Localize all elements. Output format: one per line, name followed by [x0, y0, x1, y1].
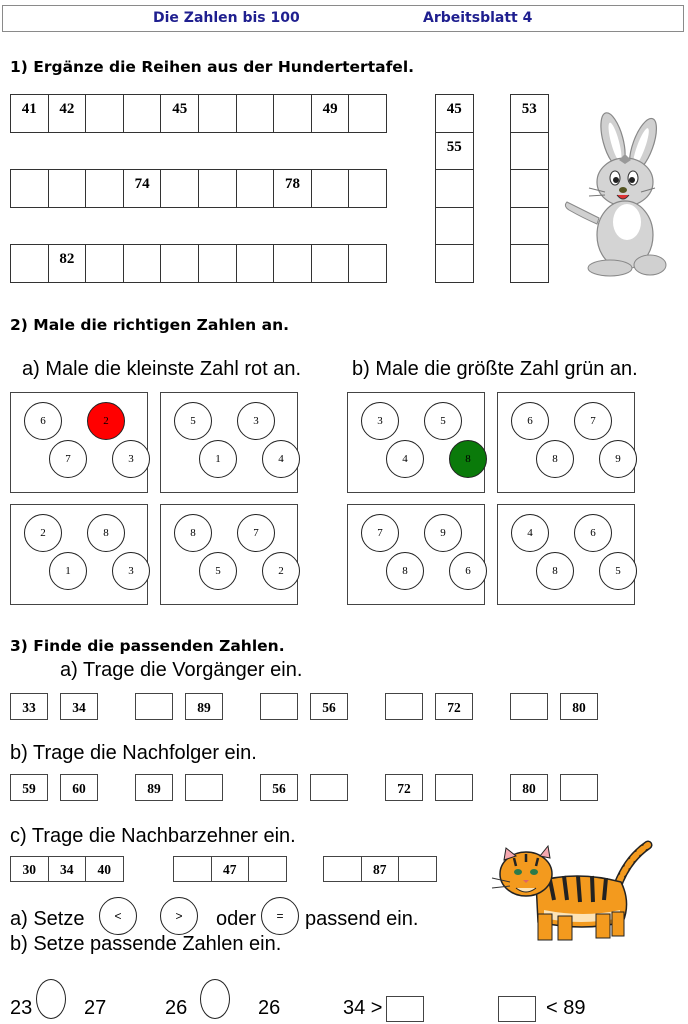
hundred-table-empty-cell[interactable] — [348, 169, 387, 208]
task2-instruction-a: a) Male die kleinste Zahl rot an. — [22, 358, 302, 380]
hundred-table-empty-cell[interactable] — [236, 169, 275, 208]
number-circle[interactable]: 1 — [199, 440, 237, 478]
hundred-table-empty-cell[interactable] — [236, 94, 275, 133]
number-box: 80 — [560, 693, 598, 720]
fill-1-answer-box[interactable] — [386, 996, 424, 1022]
neighbor-tens-box: 40 — [85, 856, 124, 882]
task1-title: 1) Ergänze die Reihen aus der Hundertertafel. — [10, 58, 415, 76]
number-circle[interactable]: 3 — [112, 440, 150, 478]
number-circle[interactable]: 6 — [511, 402, 549, 440]
number-box: 80 — [510, 774, 548, 801]
number-box: 56 — [260, 774, 298, 801]
number-circle[interactable]: 7 — [361, 514, 399, 552]
fill-1-expression: 34 > — [343, 997, 383, 1019]
task4a-suffix: passend ein. — [305, 908, 419, 930]
compare-2-right: 26 — [258, 997, 281, 1019]
hundred-table-empty-cell[interactable] — [236, 244, 275, 283]
number-circle-filled-green[interactable]: 8 — [449, 440, 487, 478]
task3b-label: b) Trage die Nachfolger ein. — [10, 742, 257, 764]
number-circle[interactable]: 5 — [424, 402, 462, 440]
hundred-table-empty-cell[interactable] — [85, 244, 124, 283]
hundred-table-empty-cell[interactable] — [85, 94, 124, 133]
fill-2-expression: < 89 — [546, 997, 586, 1019]
equals-symbol: = — [261, 897, 299, 935]
neighbor-tens-box: 34 — [48, 856, 87, 882]
hundred-table-empty-cell[interactable] — [10, 169, 49, 208]
neighbor-tens-answer-box[interactable] — [323, 856, 362, 882]
worksheet-header — [2, 5, 684, 32]
number-box: 72 — [435, 693, 473, 720]
hundred-table-empty-cell[interactable] — [348, 244, 387, 283]
number-circle[interactable]: 5 — [599, 552, 637, 590]
neighbor-tens-answer-box[interactable] — [248, 856, 287, 882]
hundred-table-cell: 49 — [311, 94, 350, 133]
hundred-table-cell: 82 — [48, 244, 87, 283]
neighbor-tens-answer-box[interactable] — [173, 856, 212, 882]
compare-2-answer-oval[interactable] — [200, 979, 230, 1019]
answer-box[interactable] — [510, 693, 548, 720]
number-circle[interactable]: 1 — [49, 552, 87, 590]
compare-1-answer-oval[interactable] — [36, 979, 66, 1019]
hundred-table-empty-cell[interactable] — [48, 169, 87, 208]
fill-2-answer-box[interactable] — [498, 996, 536, 1022]
number-box: 59 — [10, 774, 48, 801]
answer-box[interactable] — [260, 693, 298, 720]
neighbor-tens-answer-box[interactable] — [398, 856, 437, 882]
hundred-table-empty-cell[interactable] — [10, 244, 49, 283]
compare-2-left: 26 — [165, 997, 188, 1019]
number-circle[interactable]: 8 — [386, 552, 424, 590]
number-circle[interactable]: 3 — [112, 552, 150, 590]
greater-than-symbol: > — [160, 897, 198, 935]
answer-box[interactable] — [385, 693, 423, 720]
number-circle[interactable]: 3 — [361, 402, 399, 440]
task3c-label: c) Trage die Nachbarzehner ein. — [10, 825, 296, 847]
worksheet-title: Die Zahlen bis 100 — [153, 10, 300, 26]
hundred-table-empty-cell[interactable] — [160, 169, 199, 208]
task4a-or: oder — [216, 908, 257, 930]
hundred-column-empty-cell[interactable] — [510, 244, 549, 283]
number-circle[interactable]: 4 — [262, 440, 300, 478]
hundred-table-empty-cell[interactable] — [198, 244, 237, 283]
number-circle[interactable]: 7 — [49, 440, 87, 478]
task2-instruction-b: b) Male die größte Zahl grün an. — [352, 358, 638, 380]
hundred-column-empty-cell[interactable] — [510, 169, 549, 208]
compare-1-right: 27 — [84, 997, 107, 1019]
answer-box[interactable] — [435, 774, 473, 801]
answer-box[interactable] — [185, 774, 223, 801]
hundred-table-empty-cell[interactable] — [311, 169, 350, 208]
number-circle[interactable]: 8 — [536, 440, 574, 478]
number-box: 60 — [60, 774, 98, 801]
hundred-table-empty-cell[interactable] — [198, 94, 237, 133]
task2-title: 2) Male die richtigen Zahlen an. — [10, 316, 289, 334]
hundred-column-empty-cell[interactable] — [435, 207, 474, 246]
number-circle[interactable]: 6 — [24, 402, 62, 440]
number-circle[interactable]: 8 — [174, 514, 212, 552]
number-box: 33 — [10, 693, 48, 720]
neighbor-tens-box: 87 — [361, 856, 400, 882]
task4a-prefix: a) Setze — [10, 908, 85, 930]
number-circle[interactable]: 7 — [574, 402, 612, 440]
less-than-symbol: < — [99, 897, 137, 935]
number-circle[interactable]: 6 — [449, 552, 487, 590]
rabbit-illustration — [555, 110, 685, 280]
hundred-column-cell: 53 — [510, 94, 549, 133]
number-circle[interactable]: 5 — [174, 402, 212, 440]
hundred-table-cell: 41 — [10, 94, 49, 133]
number-box: 72 — [385, 774, 423, 801]
answer-box[interactable] — [310, 774, 348, 801]
hundred-table-empty-cell[interactable] — [311, 244, 350, 283]
hundred-table-cell: 78 — [273, 169, 312, 208]
hundred-table-empty-cell[interactable] — [273, 94, 312, 133]
hundred-column-cell: 45 — [435, 94, 474, 133]
hundred-column-empty-cell[interactable] — [435, 244, 474, 283]
number-circle[interactable]: 9 — [599, 440, 637, 478]
number-circle[interactable]: 8 — [87, 514, 125, 552]
worksheet-number: Arbeitsblatt 4 — [423, 10, 533, 26]
number-circle-filled-red[interactable]: 2 — [87, 402, 125, 440]
number-circle[interactable]: 8 — [536, 552, 574, 590]
number-circle[interactable]: 4 — [511, 514, 549, 552]
hundred-table-cell: 45 — [160, 94, 199, 133]
tiger-cat-illustration — [488, 832, 658, 947]
answer-box[interactable] — [560, 774, 598, 801]
number-circle[interactable]: 6 — [574, 514, 612, 552]
hundred-column-cell: 55 — [435, 132, 474, 171]
number-circle[interactable]: 5 — [199, 552, 237, 590]
number-circle[interactable]: 2 — [262, 552, 300, 590]
number-box: 56 — [310, 693, 348, 720]
neighbor-tens-box: 47 — [211, 856, 250, 882]
number-circle[interactable]: 9 — [424, 514, 462, 552]
hundred-table-empty-cell[interactable] — [123, 244, 162, 283]
hundred-table-cell: 42 — [48, 94, 87, 133]
compare-1-left: 23 — [10, 997, 33, 1019]
hundred-table-empty-cell[interactable] — [85, 169, 124, 208]
number-circle[interactable]: 7 — [237, 514, 275, 552]
number-circle[interactable]: 2 — [24, 514, 62, 552]
hundred-table-empty-cell[interactable] — [348, 94, 387, 133]
task3a-label: a) Trage die Vorgänger ein. — [60, 659, 303, 681]
neighbor-tens-box: 30 — [10, 856, 49, 882]
hundred-table-empty-cell[interactable] — [160, 244, 199, 283]
number-box: 89 — [185, 693, 223, 720]
number-circle[interactable]: 4 — [386, 440, 424, 478]
answer-box[interactable] — [135, 693, 173, 720]
number-box: 34 — [60, 693, 98, 720]
task3-title: 3) Finde die passenden Zahlen. — [10, 637, 285, 655]
number-circle[interactable]: 3 — [237, 402, 275, 440]
hundred-column-empty-cell[interactable] — [435, 169, 474, 208]
hundred-table-empty-cell[interactable] — [273, 244, 312, 283]
number-box: 89 — [135, 774, 173, 801]
hundred-table-empty-cell[interactable] — [123, 94, 162, 133]
hundred-table-cell: 74 — [123, 169, 162, 208]
hundred-table-empty-cell[interactable] — [198, 169, 237, 208]
hundred-column-empty-cell[interactable] — [510, 207, 549, 246]
hundred-column-empty-cell[interactable] — [510, 132, 549, 171]
task4b-label: b) Setze passende Zahlen ein. — [10, 933, 282, 955]
